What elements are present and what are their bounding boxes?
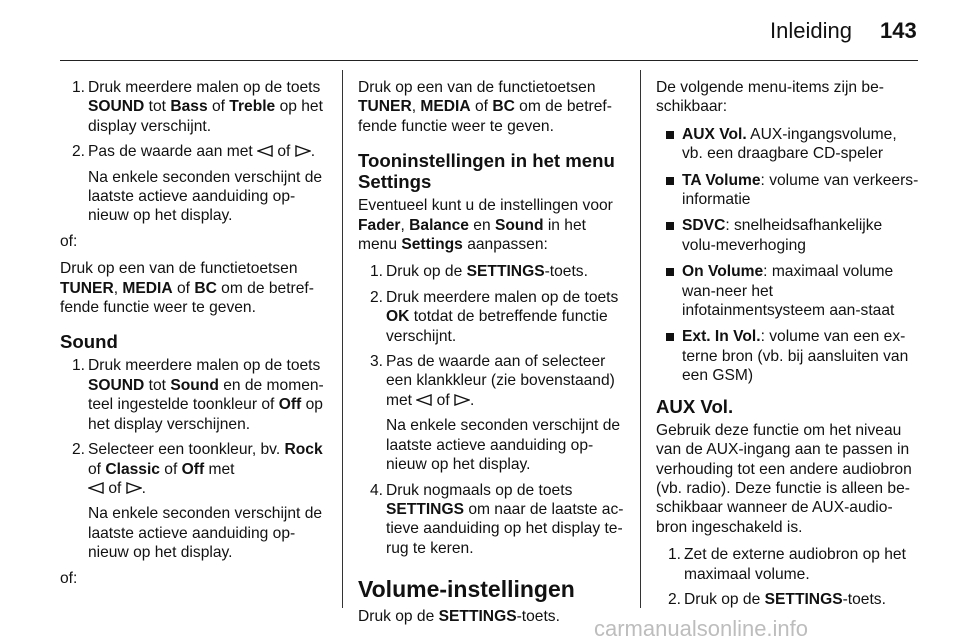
column-2 <box>358 78 624 635</box>
chapter-title: Inleiding <box>770 18 852 43</box>
list-item: 2. Pas de waarde aan met of . Na enkele seconden verschijnt de laatste actieve aanduiding op-nieuw op het display. <box>60 142 326 226</box>
paragraph: of: <box>60 232 78 250</box>
column-divider-1 <box>342 70 343 608</box>
section-heading-volume: Volume-instellingen <box>358 576 575 603</box>
paragraph: Druk op een van de functietoetsen TUNER, MEDIA of BC om de betref-fende functie weer te geven. <box>60 260 314 317</box>
list-item: 1. Druk meerdere malen op de toets SOUND tot Sound en de momen-teel ingestelde toonkleur of Off op het display verschijnen. <box>72 357 324 433</box>
triangle-right-icon <box>295 145 311 157</box>
page-number: 143 <box>880 18 917 43</box>
section-heading-aux: AUX Vol. <box>656 395 734 417</box>
column-1 <box>60 78 326 596</box>
list-item: 1. Zet de externe audiobron op het maximaal volume. <box>668 546 906 583</box>
bullet-square-icon <box>666 222 674 230</box>
section-heading-tooninstellingen: Tooninstellingen in het menu Settings <box>358 150 615 193</box>
triangle-left-icon <box>88 482 104 494</box>
list-note: Na enkele seconden verschijnt de laatste actieve aanduiding op-nieuw op het display. <box>88 505 323 562</box>
column-divider-2 <box>640 70 641 608</box>
list-item: 2. Druk meerdere malen op de toets OK totdat de betreffende functie verschijnt. <box>370 288 619 345</box>
list-item: 2. Selecteer een toonkleur, bv. Rock of Classic of Off met of . Na enkele seconden verschijnt de laatste actieve aanduiding op-nieuw op het display. <box>60 440 326 562</box>
bullet-square-icon <box>666 131 674 139</box>
list-note: Na enkele seconden verschijnt de laatste actieve aanduiding op-nieuw op het display. <box>88 168 323 225</box>
bullet-square-icon <box>666 333 674 341</box>
bullet-item: TA Volume: volume van verkeers-informatie <box>656 171 920 210</box>
watermark: carmanualsonline.info <box>594 616 809 641</box>
paragraph: Eventueel kunt u de instellingen voor Fader, Balance en Sound in het menu Settings aanpassen: <box>358 197 613 254</box>
list-item: 1. Druk meerdere malen op de toets SOUND tot Bass of Treble op het display verschijnt. <box>72 79 323 135</box>
section-heading-sound: Sound <box>60 331 118 353</box>
header-divider <box>60 60 918 61</box>
column-3 <box>656 78 920 615</box>
paragraph: Druk op de SETTINGS-toets. <box>358 608 560 626</box>
triangle-right-icon <box>126 482 142 494</box>
paragraph: of: <box>60 569 78 587</box>
list-note: Na enkele seconden verschijnt de laatste actieve aanduiding op-nieuw op het display. <box>386 417 621 474</box>
bullet-item: Ext. In Vol.: volume van een ex-terne bron (vb. bij aansluiten van een GSM) <box>656 327 920 385</box>
triangle-left-icon <box>416 394 432 406</box>
paragraph: Gebruik deze functie om het niveau van de AUX-ingang aan te passen in verhouding tot een andere audiobron (vb. radio). Deze functie is alleen be-schikbaar wanneer de AUX-audio-bron ingeschakeld is. <box>656 421 912 536</box>
paragraph: De volgende menu-items zijn be-schikbaar: <box>656 79 884 116</box>
list-item: 2. Druk op de SETTINGS-toets. <box>668 590 886 608</box>
bullet-square-icon <box>666 268 674 276</box>
bullet-square-icon <box>666 177 674 185</box>
paragraph: Druk op een van de functietoetsen TUNER, MEDIA of BC om de betref-fende functie weer te geven. <box>358 79 612 135</box>
list-item: 4. Druk nogmaals op de toets SETTINGS om naar de laatste ac-tieve aanduiding op het display te-rug te keren. <box>370 481 624 557</box>
list-item: 3. Pas de waarde aan of selecteer een klankkleur (zie bovenstaand) met of . Na enkele seconden verschijnt de laatste actieve aanduiding op-nieuw op het display. <box>358 352 624 474</box>
bullet-item: SDVC: snelheidsafhankelijke volu-meverhoging <box>656 216 920 255</box>
list-item: 1. Druk op de SETTINGS-toets. <box>370 263 588 281</box>
bullet-item: On Volume: maximaal volume wan-neer het infotainmentsysteem aan-staat <box>656 262 920 320</box>
triangle-right-icon <box>454 394 470 406</box>
bullet-item: AUX Vol. AUX-ingangsvolume, vb. een draagbare CD-speler <box>656 125 920 164</box>
triangle-left-icon <box>257 145 273 157</box>
